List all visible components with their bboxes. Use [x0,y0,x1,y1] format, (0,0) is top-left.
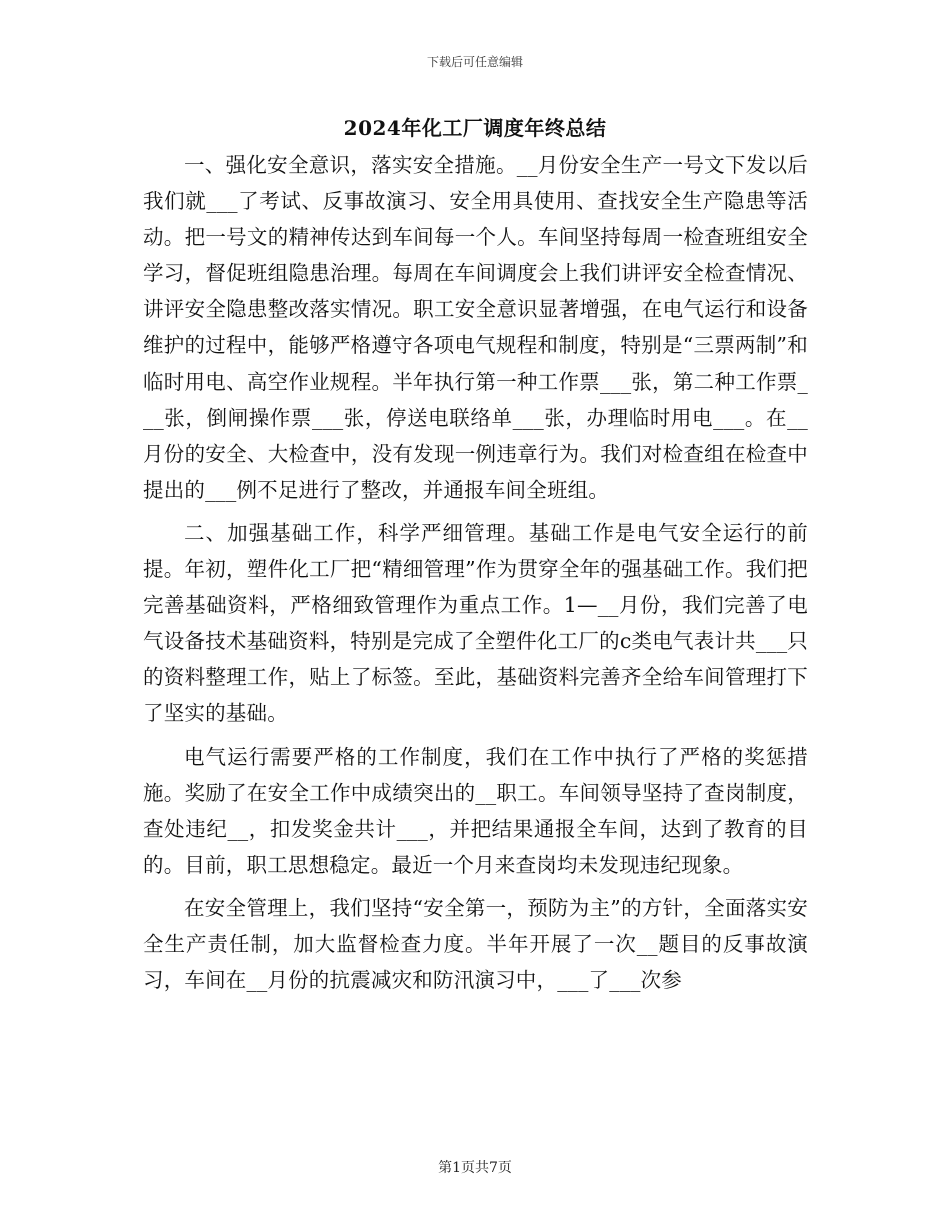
page-number: 第1页共7页 [438,1160,512,1176]
paragraph-work-system: 电气运行需要严格的工作制度，我们在工作中执行了严格的奖惩措施。奖励了在安全工作中成绩突出的__职工。车间领导坚持了查岗制度，查处违纪__，扣发奖金共计___，并把结果通报全车间，达到了教育的目的。目前，职工思想稳定。最近一个月来查岗均未发现违纪现象。 [143,744,808,877]
paragraph-basic-work: 二、加强基础工作，科学严细管理。基础工作是电气安全运行的前提。年初，塑件化工厂把“精细管理”作为贯穿全年的强基础工作。我们把完善基础资料，严格细致管理作为重点工作。1—__月份，我们完善了电气设备技术基础资料，特别是完成了全塑件化工厂的c类电气表计共___只的资料整理工作，贴上了标签。至此，基础资料完善齐全给车间管理打下了坚实的基础。 [143,520,808,726]
header-note: 下载后可任意编辑 [426,55,523,69]
paragraph-safety-awareness: 一、强化安全意识，落实安全措施。__月份安全生产一号文下发以后我们就___了考试、反事故演习、安全用具使用、查找安全生产隐患等活动。把一号文的精神传达到车间每一个人。车间坚持每周一检查班组安全学习，督促班组隐患治理。每周在车间调度会上我们讲评安全检查情况、讲评安全隐患整改落实情况。职工安全意识显著增强，在电气运行和设备维护的过程中，能够严格遵守各项电气规程和制度，特别是“三票两制”和临时用电、高空作业规程。半年执行第一种工作票___张，第二种工作票___张，倒闸操作票___张，停送电联络单___张，办理临时用电___。在__月份的安全、大检查中，没有发现一例违章行为。我们对检查组在检查中提出的___例不足进行了整改，并通报车间全班组。 [143,153,808,502]
document-title: 2024年化工厂调度年终总结 [343,116,607,140]
paragraph-safety-management: 在安全管理上，我们坚持“安全第一，预防为主”的方针，全面落实安全生产责任制，加大监督检查力度。半年开展了一次__题目的反事故演习，车间在__月份的抗震减灾和防汛演习中，___了___次参 [143,895,808,993]
document-body [143,147,808,998]
